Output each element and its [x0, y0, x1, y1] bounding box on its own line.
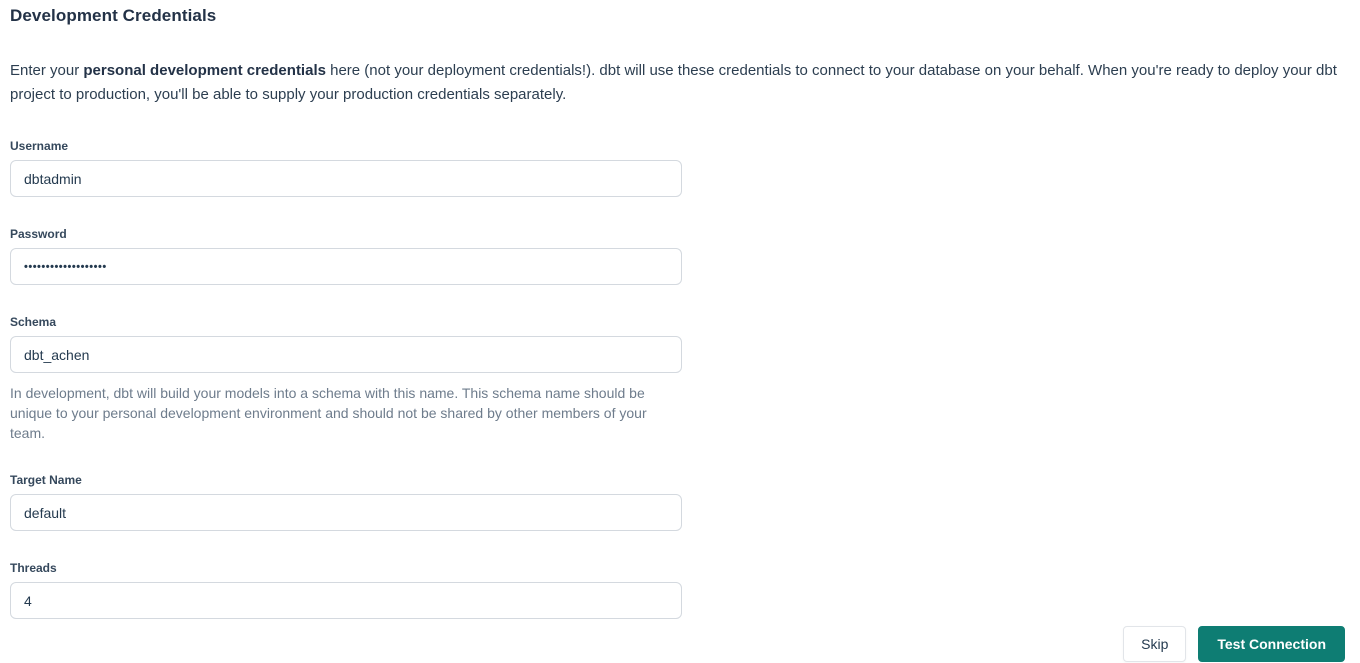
form-actions — [1123, 626, 1345, 662]
password-input[interactable] — [10, 248, 682, 285]
schema-field-group — [10, 315, 682, 443]
threads-field-group — [10, 561, 682, 619]
username-input[interactable] — [10, 160, 682, 197]
intro-prefix: Enter your — [10, 62, 84, 79]
threads-input[interactable] — [10, 582, 682, 619]
username-label: Username — [10, 139, 69, 153]
username-field-group — [10, 139, 682, 197]
password-field-group — [10, 227, 682, 285]
target-name-label: Target Name — [10, 473, 82, 487]
credentials-form — [10, 139, 1360, 619]
intro-bold: personal development credentials — [83, 62, 326, 79]
development-credentials-page — [0, 6, 1360, 663]
schema-label: Schema — [10, 315, 57, 329]
target-name-field-group — [10, 473, 682, 531]
skip-button[interactable]: Skip — [1123, 626, 1186, 662]
schema-help-text: In development, dbt will build your models into a schema with this name. This schema name should be unique to your personal development environment and should not be shared by other members of your team. — [10, 385, 647, 441]
target-name-input[interactable] — [10, 494, 682, 531]
password-label: Password — [10, 227, 67, 241]
intro-text — [10, 59, 1344, 107]
page-title: Development Credentials — [10, 6, 217, 25]
schema-input[interactable] — [10, 336, 682, 373]
threads-label: Threads — [10, 561, 57, 575]
test-connection-button[interactable]: Test Connection — [1198, 626, 1345, 662]
intro-suffix: here (not your deployment credentials!). dbt will use these credentials to connect to your database on your behalf. When you're ready to deploy your dbt project to production, you'll be able to supply your production credentials separately. — [10, 62, 1337, 103]
